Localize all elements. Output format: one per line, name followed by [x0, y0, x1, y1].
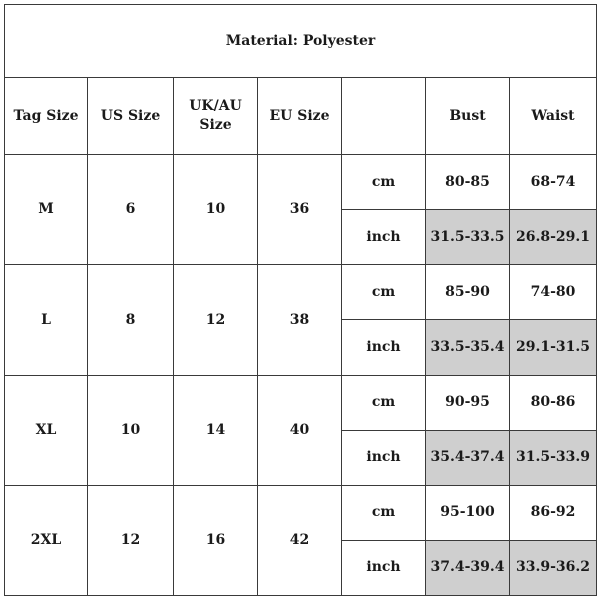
- unit-cm-cell: cm: [342, 155, 426, 210]
- waist-inch-cell: 33.9-36.2: [510, 540, 597, 595]
- table-row: [5, 265, 597, 320]
- waist-cm-cell: 74-80: [510, 265, 597, 320]
- chart-title: Material: Polyester: [5, 5, 597, 78]
- us-size-cell: 6: [88, 155, 174, 265]
- header-unit: [342, 78, 426, 155]
- bust-cm-cell: 90-95: [426, 375, 510, 430]
- ukau-size-cell: 12: [174, 265, 258, 375]
- bust-inch-cell: 37.4-39.4: [426, 540, 510, 595]
- bust-cm-cell: 80-85: [426, 155, 510, 210]
- table-row: [5, 485, 597, 540]
- size-chart-table: [4, 4, 597, 596]
- bust-inch-cell: 33.5-35.4: [426, 320, 510, 375]
- us-size-cell: 10: [88, 375, 174, 485]
- unit-inch-cell: inch: [342, 210, 426, 265]
- waist-inch-cell: 29.1-31.5: [510, 320, 597, 375]
- eu-size-cell: 36: [258, 155, 342, 265]
- unit-cm-cell: cm: [342, 265, 426, 320]
- header-eu-size: EU Size: [258, 78, 342, 155]
- header-tag-size: Tag Size: [5, 78, 88, 155]
- ukau-size-cell: 10: [174, 155, 258, 265]
- waist-cm-cell: 80-86: [510, 375, 597, 430]
- header-row: [5, 78, 597, 155]
- header-waist: Waist: [510, 78, 597, 155]
- waist-inch-cell: 26.8-29.1: [510, 210, 597, 265]
- waist-cm-cell: 86-92: [510, 485, 597, 540]
- ukau-size-cell: 14: [174, 375, 258, 485]
- us-size-cell: 8: [88, 265, 174, 375]
- tag-size-cell: M: [5, 155, 88, 265]
- eu-size-cell: 40: [258, 375, 342, 485]
- header-bust: Bust: [426, 78, 510, 155]
- us-size-cell: 12: [88, 485, 174, 595]
- table-row: [5, 375, 597, 430]
- table-row: [5, 155, 597, 210]
- unit-cm-cell: cm: [342, 375, 426, 430]
- unit-cm-cell: cm: [342, 485, 426, 540]
- header-ukau-line2: Size: [199, 117, 232, 134]
- bust-cm-cell: 85-90: [426, 265, 510, 320]
- tag-size-cell: L: [5, 265, 88, 375]
- ukau-size-cell: 16: [174, 485, 258, 595]
- waist-cm-cell: 68-74: [510, 155, 597, 210]
- tag-size-cell: 2XL: [5, 485, 88, 595]
- unit-inch-cell: inch: [342, 430, 426, 485]
- bust-cm-cell: 95-100: [426, 485, 510, 540]
- unit-inch-cell: inch: [342, 540, 426, 595]
- header-ukau-line1: UK/AU: [189, 98, 242, 115]
- eu-size-cell: 38: [258, 265, 342, 375]
- waist-inch-cell: 31.5-33.9: [510, 430, 597, 485]
- title-row: [5, 5, 597, 78]
- header-ukau-size: [174, 78, 258, 155]
- bust-inch-cell: 35.4-37.4: [426, 430, 510, 485]
- tag-size-cell: XL: [5, 375, 88, 485]
- unit-inch-cell: inch: [342, 320, 426, 375]
- eu-size-cell: 42: [258, 485, 342, 595]
- header-us-size: US Size: [88, 78, 174, 155]
- bust-inch-cell: 31.5-33.5: [426, 210, 510, 265]
